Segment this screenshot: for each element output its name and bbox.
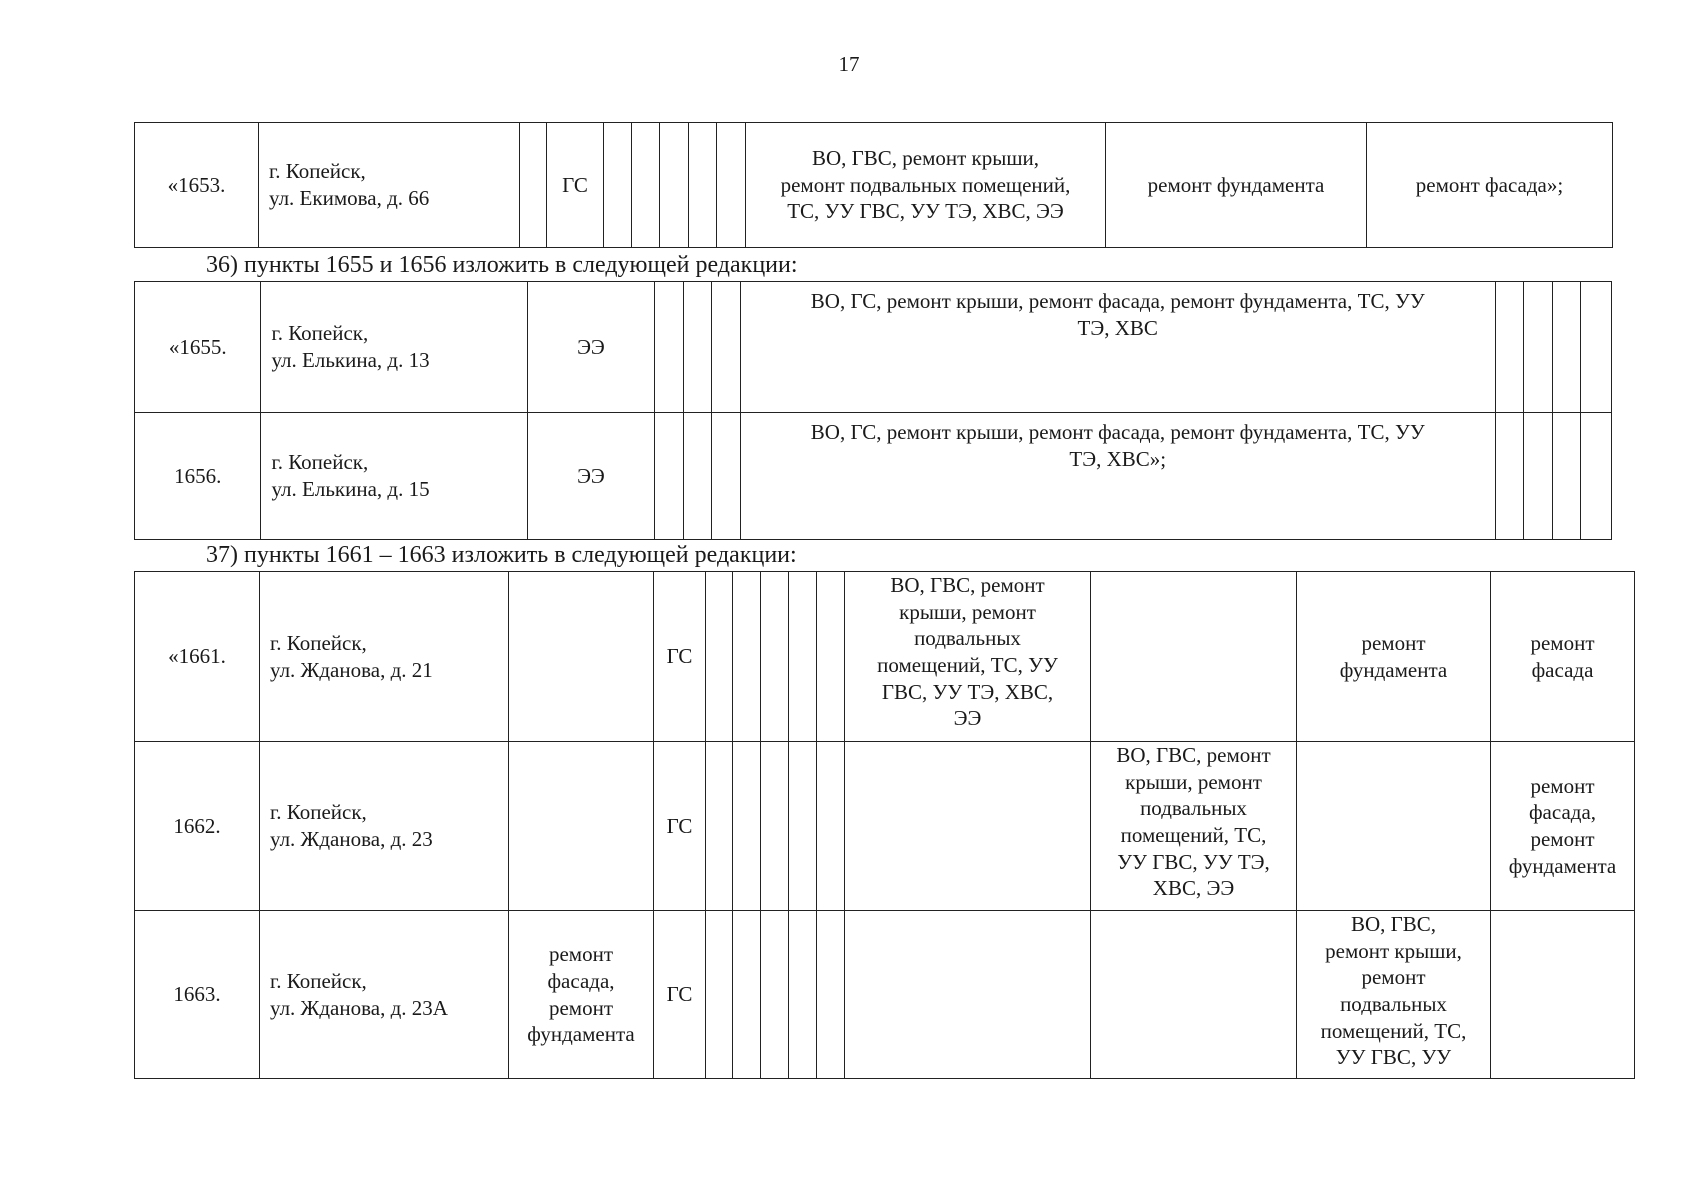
foundation-repair-cell: ремонт фундамента <box>1106 123 1367 248</box>
works-line: ремонт <box>548 942 614 967</box>
works-line: ВО, ГВС, ремонт <box>890 573 1045 597</box>
table-items-1655-1656 <box>134 281 1612 540</box>
empty-cell <box>817 911 845 1079</box>
works-line: подвальных <box>1340 991 1447 1016</box>
address-street: ул. Елькина, д. 15 <box>271 477 430 501</box>
works-line: ЭЭ <box>953 706 982 731</box>
empty-cell <box>683 282 712 413</box>
empty-cell <box>706 572 733 742</box>
item-number: 1663. <box>135 911 260 1079</box>
works-line: помещений, ТС, <box>1120 822 1267 847</box>
address-street: ул. Жданова, д. 21 <box>270 657 433 682</box>
works-line: ВО, ГВС, <box>1350 912 1437 936</box>
facade-repair-cell <box>1491 572 1635 742</box>
empty-cell <box>1524 282 1553 413</box>
empty-cell <box>717 123 746 248</box>
address-city: г. Копейск, <box>270 968 367 993</box>
works-line: подвальных <box>914 626 1021 651</box>
address-cell <box>261 413 527 540</box>
work-ee-cell: ЭЭ <box>527 282 655 413</box>
address-cell <box>261 282 527 413</box>
works-line: фундамента <box>1508 853 1617 878</box>
address-city: г. Копейск, <box>269 159 366 184</box>
foundation-repair-cell <box>1297 572 1491 742</box>
works-line: ГВС, УУ ТЭ, ХВС, <box>881 679 1054 704</box>
empty-cell <box>1552 413 1581 540</box>
works-line: фундамента <box>527 1022 635 1047</box>
section-heading-36: 36) пункты 1655 и 1656 изложить в следующей редакции: <box>206 252 798 278</box>
item-number: «1655. <box>135 282 261 413</box>
works-line: ТС, УУ ГВС, УУ ТЭ, ХВС, ЭЭ <box>787 199 1064 224</box>
works-line: крыши, ремонт <box>899 599 1036 624</box>
empty-cell <box>1524 413 1553 540</box>
works-list-cell <box>845 572 1091 742</box>
address-city: г. Копейск, <box>270 800 367 825</box>
empty-cell <box>733 572 761 742</box>
empty-cell <box>604 123 632 248</box>
item-number: «1661. <box>135 572 260 742</box>
address-street: ул. Жданова, д. 23 <box>270 827 433 851</box>
empty-cell <box>1091 911 1297 1079</box>
address-city: г. Копейск, <box>270 630 367 655</box>
works-line: ремонт <box>548 995 614 1020</box>
empty-cell <box>789 742 817 911</box>
works-line: крыши, ремонт <box>1125 769 1262 794</box>
works-line: ВО, ГВС, ремонт <box>1116 743 1271 767</box>
works-list-cell <box>740 413 1495 540</box>
facade-repair-cell: ремонт фасада»; <box>1367 123 1613 248</box>
works-line: ВО, ГВС, ремонт крыши, <box>811 146 1040 171</box>
works-line: помещений, ТС, <box>1320 1018 1467 1043</box>
works-line: УУ ГВС, УУ <box>1335 1045 1452 1070</box>
page-number: 17 <box>838 52 860 76</box>
empty-cell <box>1495 282 1524 413</box>
facade-foundation-repair-cell <box>1491 742 1635 911</box>
empty-cell <box>712 282 741 413</box>
works-line: ремонт <box>1361 630 1426 655</box>
works-line: ремонт крыши, <box>1325 938 1462 963</box>
table-row <box>135 282 1612 413</box>
empty-cell <box>1491 911 1635 1079</box>
works-line: фасада <box>1531 657 1594 682</box>
table-row <box>135 413 1612 540</box>
works-line: ремонт <box>1530 630 1595 655</box>
works-line: ХВС, ЭЭ <box>1152 876 1235 901</box>
table-item-1653 <box>134 122 1613 248</box>
address-cell <box>260 572 509 742</box>
empty-cell <box>733 911 761 1079</box>
empty-cell <box>845 911 1091 1079</box>
table-row <box>135 572 1635 742</box>
empty-cell <box>761 742 789 911</box>
address-street: ул. Екимова, д. 66 <box>269 186 430 210</box>
work-gs-cell: ГС <box>654 572 706 742</box>
empty-cell <box>706 911 733 1079</box>
work-gs-cell: ГС <box>547 123 604 248</box>
empty-cell <box>683 413 712 540</box>
address-city: г. Копейск, <box>271 450 369 475</box>
work-gs-cell: ГС <box>654 742 706 911</box>
works-line: фундамента <box>1339 657 1448 682</box>
facade-foundation-repair-cell <box>509 911 654 1079</box>
empty-cell <box>655 413 684 540</box>
works-line: УУ ГВС, УУ ТЭ, <box>1117 849 1270 874</box>
table-row <box>135 911 1635 1079</box>
empty-cell <box>733 742 761 911</box>
empty-cell <box>1297 742 1491 911</box>
works-list-cell <box>746 123 1106 248</box>
empty-cell <box>817 572 845 742</box>
empty-cell <box>761 911 789 1079</box>
empty-cell <box>845 742 1091 911</box>
address-cell <box>260 911 509 1079</box>
works-line: ремонт <box>1530 827 1595 851</box>
empty-cell <box>1552 282 1581 413</box>
item-number: «1653. <box>135 123 259 248</box>
empty-cell <box>706 742 733 911</box>
address-street: ул. Елькина, д. 13 <box>271 348 430 372</box>
works-line: подвальных <box>1140 796 1247 821</box>
works-list-cell <box>740 282 1495 413</box>
section-heading-37: 37) пункты 1661 – 1663 изложить в следующей редакции: <box>206 542 797 568</box>
empty-cell <box>655 282 684 413</box>
work-gs-cell: ГС <box>654 911 706 1079</box>
empty-cell <box>660 123 689 248</box>
item-number: 1656. <box>135 413 261 540</box>
empty-cell <box>712 413 741 540</box>
address-cell <box>259 123 520 248</box>
works-line: ремонт <box>1530 773 1595 798</box>
empty-cell <box>509 572 654 742</box>
works-line: ремонт подвальных помещений, <box>780 172 1071 197</box>
works-line: ремонт <box>1361 965 1426 990</box>
empty-cell <box>520 123 547 248</box>
works-line: ВО, ГС, ремонт крыши, ремонт фасада, ремонт фундамента, ТС, УУ <box>810 420 1425 444</box>
work-ee-cell: ЭЭ <box>527 413 655 540</box>
table-row <box>135 123 1613 248</box>
works-line: ВО, ГС, ремонт крыши, ремонт фасада, ремонт фундамента, ТС, УУ <box>810 289 1425 313</box>
empty-cell <box>632 123 660 248</box>
address-street: ул. Жданова, д. 23А <box>270 995 448 1020</box>
works-line: фасада, <box>1528 800 1597 825</box>
empty-cell <box>817 742 845 911</box>
works-line: ТЭ, ХВС <box>1077 315 1158 340</box>
table-items-1661-1663 <box>134 571 1635 1079</box>
empty-cell <box>789 572 817 742</box>
empty-cell <box>1495 413 1524 540</box>
empty-cell <box>1091 572 1297 742</box>
empty-cell <box>789 911 817 1079</box>
works-line: фасада, <box>547 968 615 993</box>
empty-cell <box>761 572 789 742</box>
works-line: помещений, ТС, УУ <box>877 652 1058 677</box>
item-number: 1662. <box>135 742 260 911</box>
empty-cell <box>689 123 717 248</box>
empty-cell <box>1581 413 1612 540</box>
empty-cell <box>509 742 654 911</box>
empty-cell <box>1581 282 1612 413</box>
table-row <box>135 742 1635 911</box>
works-line: ТЭ, ХВС»; <box>1069 446 1167 471</box>
address-city: г. Копейск, <box>271 321 369 346</box>
works-list-cell <box>1297 911 1491 1079</box>
works-list-cell <box>1091 742 1297 911</box>
address-cell <box>260 742 509 911</box>
